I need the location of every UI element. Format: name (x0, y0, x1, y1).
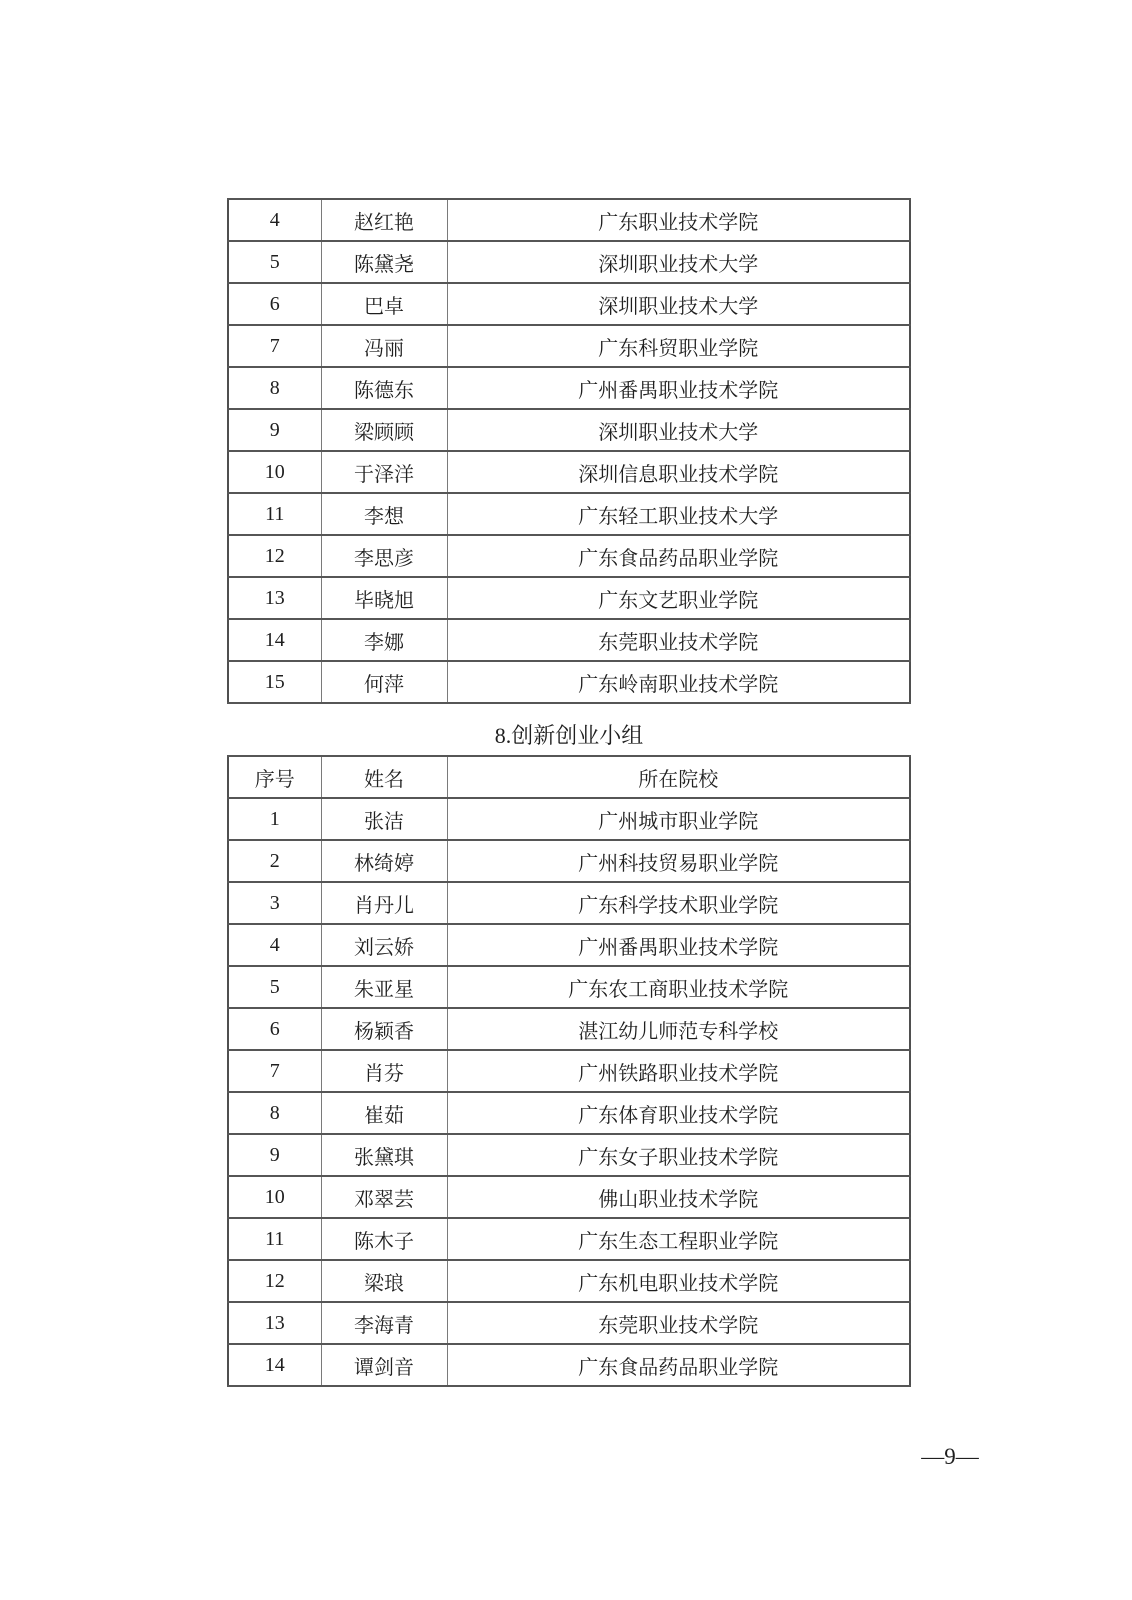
cell-name: 毕晓旭 (321, 577, 447, 619)
table-row (228, 1260, 910, 1302)
cell-name: 杨颖香 (321, 1008, 447, 1050)
cell-name: 陈木子 (321, 1218, 447, 1260)
cell-name: 林绮婷 (321, 840, 447, 882)
cell-school: 深圳职业技术大学 (447, 241, 910, 283)
cell-no: 1 (228, 798, 321, 840)
cell-school: 广东生态工程职业学院 (447, 1218, 910, 1260)
cell-no: 14 (228, 1344, 321, 1386)
cell-name: 崔茹 (321, 1092, 447, 1134)
cell-name: 于泽洋 (321, 451, 447, 493)
cell-name: 谭剑音 (321, 1344, 447, 1386)
cell-no: 4 (228, 924, 321, 966)
cell-no: 4 (228, 199, 321, 241)
table-row (228, 535, 910, 577)
cell-name: 赵红艳 (321, 199, 447, 241)
cell-name: 冯丽 (321, 325, 447, 367)
table-row (228, 798, 910, 840)
cell-name: 何萍 (321, 661, 447, 703)
cell-no: 6 (228, 283, 321, 325)
cell-school: 广州番禺职业技术学院 (447, 367, 910, 409)
cell-name: 陈黛尧 (321, 241, 447, 283)
table-row (228, 1344, 910, 1386)
column-header-school: 所在院校 (447, 756, 910, 798)
cell-name: 邓翠芸 (321, 1176, 447, 1218)
cell-no: 5 (228, 241, 321, 283)
cell-name: 梁琅 (321, 1260, 447, 1302)
table-row (228, 882, 910, 924)
table-row (228, 367, 910, 409)
cell-no: 2 (228, 840, 321, 882)
table-row (228, 1302, 910, 1344)
cell-school: 广东文艺职业学院 (447, 577, 910, 619)
table-row (228, 241, 910, 283)
section-heading: 8.创新创业小组 (494, 723, 644, 748)
table-row (228, 283, 910, 325)
table-row (228, 199, 910, 241)
cell-school: 广州科技贸易职业学院 (447, 840, 910, 882)
cell-name: 李娜 (321, 619, 447, 661)
cell-no: 13 (228, 1302, 321, 1344)
cell-school: 广东机电职业技术学院 (447, 1260, 910, 1302)
table-row (228, 1218, 910, 1260)
cell-name: 李想 (321, 493, 447, 535)
cell-school: 广东体育职业技术学院 (447, 1092, 910, 1134)
cell-no: 9 (228, 409, 321, 451)
cell-school: 湛江幼儿师范专科学校 (447, 1008, 910, 1050)
cell-name: 肖丹儿 (321, 882, 447, 924)
cell-name: 刘云娇 (321, 924, 447, 966)
table-row (228, 661, 910, 703)
cell-school: 广东科学技术职业学院 (447, 882, 910, 924)
table-row (228, 1176, 910, 1218)
table-row (228, 1134, 910, 1176)
cell-school: 广东轻工职业技术大学 (447, 493, 910, 535)
table-row (228, 409, 910, 451)
cell-name: 巴卓 (321, 283, 447, 325)
table-row (228, 577, 910, 619)
table-row (228, 1008, 910, 1050)
column-header-name: 姓名 (321, 756, 447, 798)
cell-no: 9 (228, 1134, 321, 1176)
cell-no: 10 (228, 1176, 321, 1218)
cell-name: 张黛琪 (321, 1134, 447, 1176)
cell-no: 6 (228, 1008, 321, 1050)
table-row (228, 325, 910, 367)
cell-school: 东莞职业技术学院 (447, 1302, 910, 1344)
cell-school: 广东农工商职业技术学院 (447, 966, 910, 1008)
cell-school: 佛山职业技术学院 (447, 1176, 910, 1218)
cell-name: 陈德东 (321, 367, 447, 409)
cell-name: 张洁 (321, 798, 447, 840)
cell-name: 梁顾顾 (321, 409, 447, 451)
table-row (228, 1092, 910, 1134)
roster-table-continued (227, 198, 911, 704)
table-row (228, 924, 910, 966)
cell-school: 深圳信息职业技术学院 (447, 451, 910, 493)
table-row (228, 493, 910, 535)
cell-no: 3 (228, 882, 321, 924)
cell-school: 深圳职业技术大学 (447, 409, 910, 451)
cell-school: 广东女子职业技术学院 (447, 1134, 910, 1176)
table-row (228, 840, 910, 882)
cell-school: 东莞职业技术学院 (447, 619, 910, 661)
roster-table-group8 (227, 755, 911, 1387)
roster-table-group8-body (228, 798, 910, 1386)
table-row (228, 966, 910, 1008)
cell-name: 李思彦 (321, 535, 447, 577)
cell-name: 李海青 (321, 1302, 447, 1344)
column-header-no: 序号 (228, 756, 321, 798)
cell-name: 肖芬 (321, 1050, 447, 1092)
cell-name: 朱亚星 (321, 966, 447, 1008)
cell-school: 广东食品药品职业学院 (447, 1344, 910, 1386)
cell-no: 7 (228, 325, 321, 367)
cell-no: 14 (228, 619, 321, 661)
cell-no: 11 (228, 493, 321, 535)
table-row (228, 451, 910, 493)
page-number: —9— (921, 1444, 979, 1469)
cell-school: 广东科贸职业学院 (447, 325, 910, 367)
cell-school: 广州铁路职业技术学院 (447, 1050, 910, 1092)
cell-school: 深圳职业技术大学 (447, 283, 910, 325)
cell-no: 13 (228, 577, 321, 619)
cell-no: 12 (228, 1260, 321, 1302)
table-row (228, 1050, 910, 1092)
cell-school: 广东职业技术学院 (447, 199, 910, 241)
cell-school: 广东食品药品职业学院 (447, 535, 910, 577)
cell-no: 5 (228, 966, 321, 1008)
cell-no: 8 (228, 367, 321, 409)
cell-school: 广州番禺职业技术学院 (447, 924, 910, 966)
cell-no: 10 (228, 451, 321, 493)
cell-no: 11 (228, 1218, 321, 1260)
cell-no: 15 (228, 661, 321, 703)
cell-no: 8 (228, 1092, 321, 1134)
cell-no: 12 (228, 535, 321, 577)
cell-school: 广州城市职业学院 (447, 798, 910, 840)
table-row (228, 619, 910, 661)
cell-no: 7 (228, 1050, 321, 1092)
table-header-row (228, 756, 910, 798)
roster-table-continued-body (228, 199, 910, 703)
cell-school: 广东岭南职业技术学院 (447, 661, 910, 703)
